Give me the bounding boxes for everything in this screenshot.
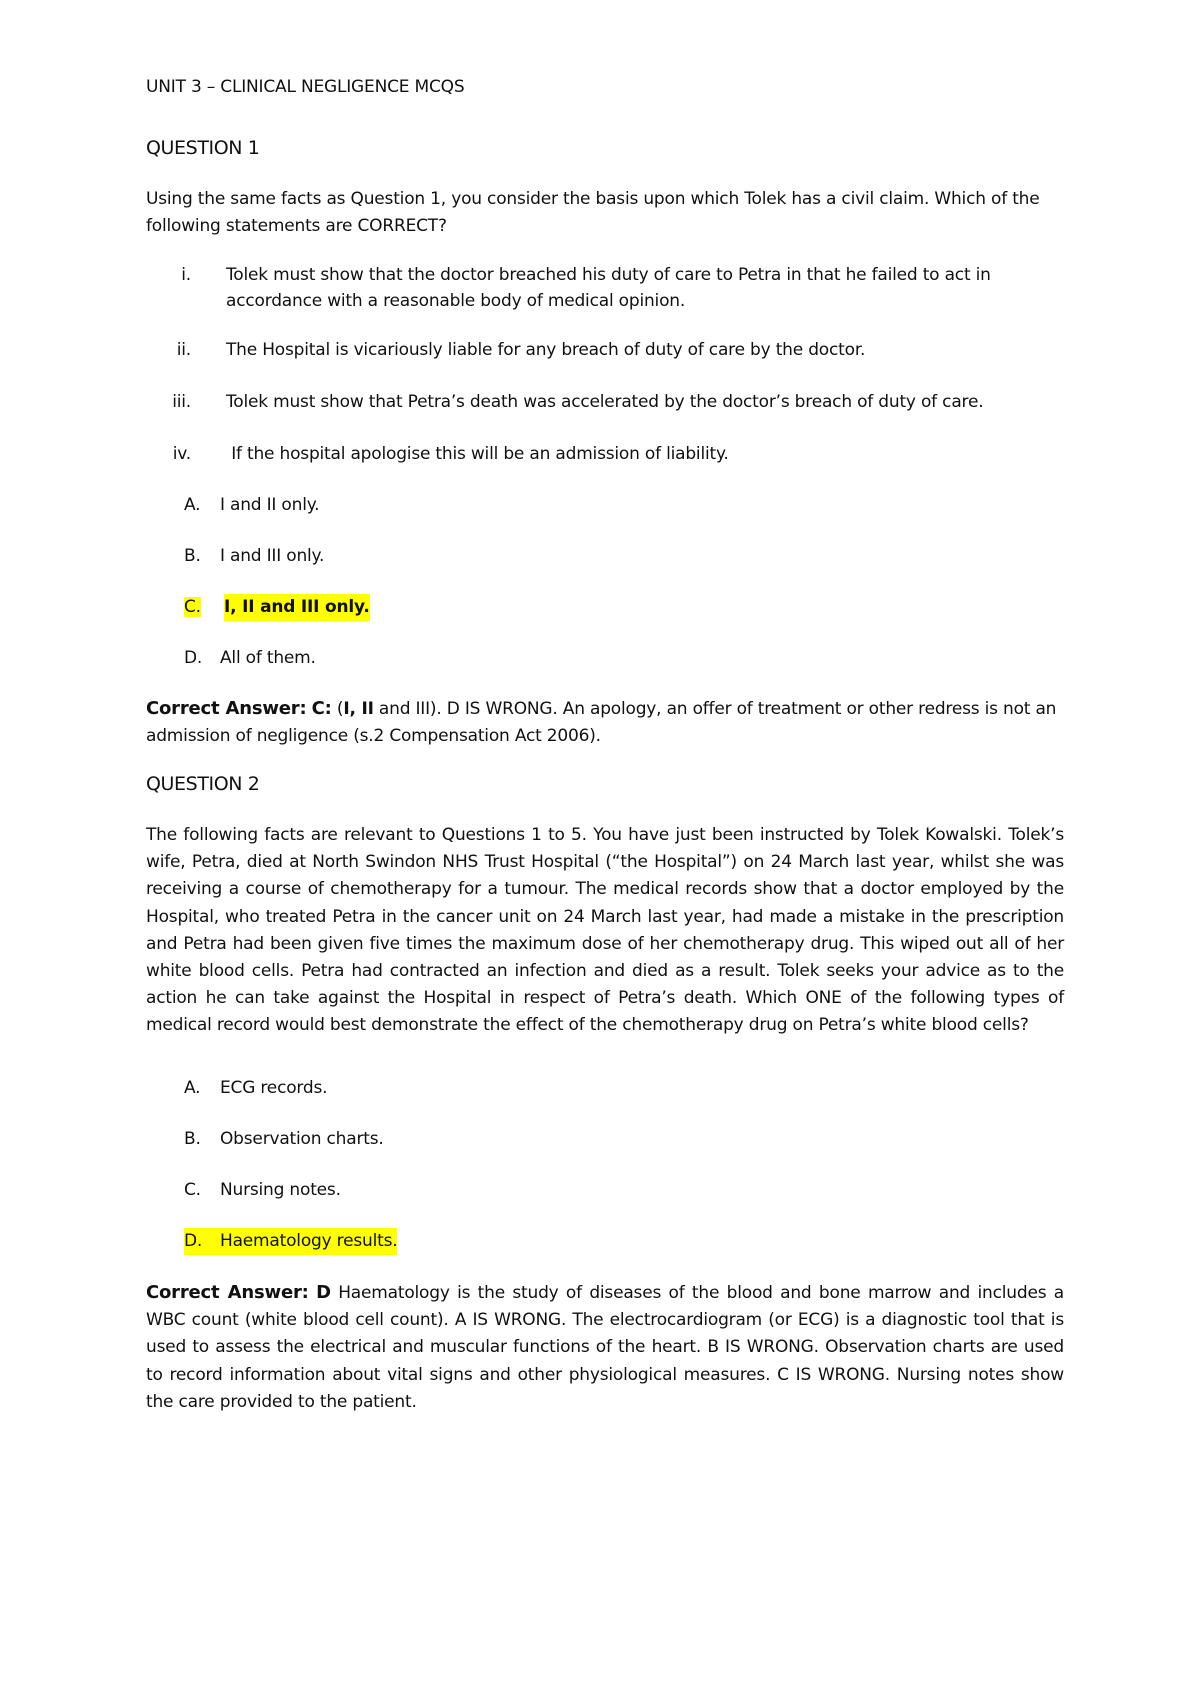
q2-answer-explanation: Haematology is the study of diseases of the blood and bone marrow and includes a WBC count (white blood cell count). A IS WRONG. The electrocardiogram (or ECG) is a diagnostic tool that is used to assess the electrical and muscular functions of the heart. B IS WRONG. Observation charts are used to record information about vital signs and other physiological measures. C IS WRONG. Nursing notes show the care provided to the patient. <box>146 1283 1064 1412</box>
statement-iv-text: If the hospital apologise this will be an admission of liability. <box>226 444 729 464</box>
q1-option-a <box>184 492 319 519</box>
q2-option-c-text: Nursing notes. <box>220 1180 341 1200</box>
q2-option-a-text: ECG records. <box>220 1078 328 1098</box>
q2-option-b <box>184 1126 384 1153</box>
question-2-stem: The following facts are relevant to Questions 1 to 5. You have just been instructed by Tolek Kowalski. Tolek’s wife, Petra, died at North Swindon NHS Trust Hospital (“the Hospital”) on 24 March last year, whilst she was receiving a course of chemotherapy for a tumour. The medical records show that a doctor employed by the Hospital, who treated Petra in the cancer unit on 24 March last year, had made a mistake in the prescription and Petra had been given five times the maximum dose of her chemotherapy drug. This wiped out all of her white blood cells. Petra had contracted an infection and died as a result. Tolek seeks your advice as to the action he can take against the Hospital in respect of Petra’s death. Which ONE of the following types of medical record would best demonstrate the effect of the chemotherapy drug on Petra’s white blood cells? <box>146 825 1064 1036</box>
q1-option-d-letter: D. <box>184 648 203 668</box>
q1-answer-explanation: and III). D IS WRONG. An apology, an offer of treatment or other redress is not an admission of negligence (s.2 Compensation Act 2006). <box>146 699 1057 747</box>
q1-option-b-text: I and III only. <box>220 546 325 566</box>
document-title: UNIT 3 – CLINICAL NEGLIGENCE MCQS <box>146 77 465 97</box>
q2-option-a <box>184 1075 327 1102</box>
statement-i-text: Tolek must show that the doctor breached his duty of care to Petra in that he failed to act in accordance with a reasonable body of medical opinion. <box>226 265 991 311</box>
question-1-stem: Using the same facts as Question 1, you consider the basis upon which Tolek has a civil claim. Which of the following statements are CORRECT? <box>146 189 1040 237</box>
q2-option-a-letter: A. <box>184 1078 201 1098</box>
q2-answer-label: Correct Answer: <box>146 1282 309 1303</box>
q1-option-b <box>184 543 324 570</box>
q1-answer-label: Correct Answer: <box>146 698 307 719</box>
question-2-answer <box>146 1279 1064 1416</box>
q1-option-d <box>184 645 316 672</box>
q1-answer-letter: C: <box>311 698 332 719</box>
q1-answer-paren: ( <box>336 699 344 719</box>
q2-option-c-letter: C. <box>184 1180 201 1200</box>
q2-option-d-highlighted <box>184 1228 397 1255</box>
question-1-answer <box>146 695 1064 750</box>
q1-option-d-text: All of them. <box>220 648 316 668</box>
q2-option-b-letter: B. <box>184 1129 201 1149</box>
q1-answer-bold-part: I, II <box>343 699 374 719</box>
statement-i-number: i. <box>181 265 191 285</box>
statement-iii-text: Tolek must show that Petra’s death was accelerated by the doctor’s breach of duty of care. <box>226 392 984 412</box>
statement-ii-number: ii. <box>176 340 191 360</box>
q2-option-d-highlight <box>184 1228 397 1255</box>
statement-iv-number: iv. <box>172 444 191 464</box>
q1-option-c-text: I, II and III only. <box>224 594 370 621</box>
q2-option-d-letter: D. <box>184 1231 203 1251</box>
q2-answer-letter: D <box>316 1282 331 1303</box>
statement-iii-number: iii. <box>172 392 191 412</box>
q1-option-c-letter: C. <box>184 597 201 617</box>
statement-ii-text: The Hospital is vicariously liable for any breach of duty of care by the doctor. <box>226 340 866 360</box>
q1-option-c-letter-wrap <box>184 594 224 621</box>
question-2-heading: QUESTION 2 <box>146 773 260 795</box>
q2-option-c <box>184 1177 341 1204</box>
q1-option-b-letter: B. <box>184 546 201 566</box>
q1-option-c-highlighted <box>184 594 370 621</box>
q1-option-a-text: I and II only. <box>220 495 320 515</box>
q2-option-d-text: Haematology results. <box>220 1231 398 1251</box>
q2-option-b-text: Observation charts. <box>220 1129 384 1149</box>
q1-option-a-letter: A. <box>184 495 201 515</box>
question-1-heading: QUESTION 1 <box>146 137 260 159</box>
